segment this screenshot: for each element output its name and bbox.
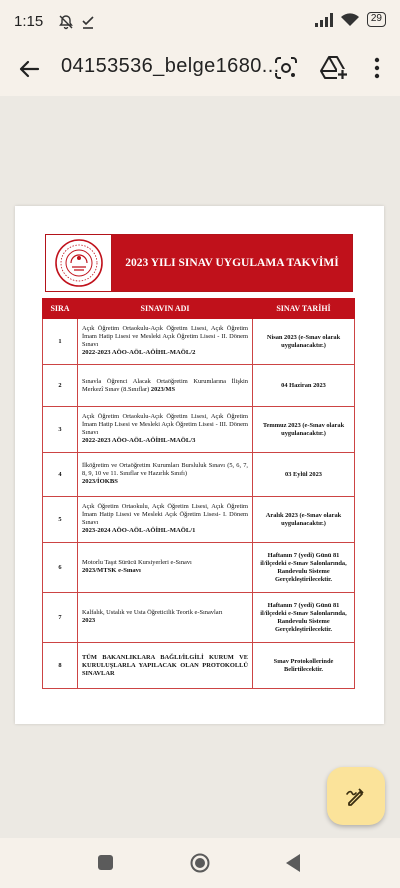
document-title: 04153536_belge1680... [61, 55, 280, 77]
table-row [43, 593, 355, 643]
wifi-icon [341, 13, 359, 27]
row-date: Temmuz 2023 (e-Sınav olarak uygulanacaktır.) [253, 407, 355, 453]
download-done-icon [80, 14, 96, 30]
document-page [15, 206, 384, 724]
row-no: 7 [43, 593, 78, 643]
row-no: 8 [43, 643, 78, 689]
row-name: Motorlu Taşıt Sürücü Kursiyerleri e-Sınavı [82, 559, 192, 567]
row-name: TÜM BAKANLIKLARA BAĞLI/İLGİLİ KURUM VE KURULUŞLARLA YAPILACAK OLAN PROTOKOLLÜ SINAVLAR [82, 653, 248, 677]
status-right-icons [315, 12, 386, 27]
document-banner [45, 234, 353, 292]
row-code: 2022-2023 AÖO-AÖL-AÖİHL-MAÖL/2 [82, 349, 196, 357]
banner-title: 2023 YILI SINAV UYGULAMA TAKVİMİ [112, 235, 352, 291]
row-no: 1 [43, 319, 78, 365]
table-row [43, 365, 355, 407]
row-date: 03 Eylül 2023 [253, 453, 355, 497]
row-name-cell [78, 453, 253, 497]
row-date: Sınav Protokollerinde Belirtilecektir. [253, 643, 355, 689]
back-arrow-icon[interactable] [14, 54, 44, 84]
status-left-icons [58, 14, 96, 30]
row-date: Haftanın 7 (yedi) Günü 81 il/ilçedeki e-Sınav Salonlarında, Randevulu Sisteme Gerçekleştirilecektir. [253, 593, 355, 643]
table-row [43, 497, 355, 543]
google-lens-icon[interactable] [273, 55, 299, 81]
row-code: 2023/İOKBS [82, 478, 118, 486]
row-date: Aralık 2023 (e-Sınav olarak uygulanacaktır.) [253, 497, 355, 543]
row-no: 4 [43, 453, 78, 497]
status-bar [0, 0, 400, 44]
row-name: Kalfalık, Ustalık ve Usta Öğreticilik Teorik e-Sınavları [82, 609, 223, 617]
row-name-cell [78, 407, 253, 453]
table-row [43, 643, 355, 689]
app-bar [0, 44, 400, 94]
row-code: 2023 [82, 617, 96, 625]
bell-off-icon [58, 14, 74, 30]
row-no: 3 [43, 407, 78, 453]
table-row [43, 319, 355, 365]
row-name: İlköğretim ve Ortaöğretim Kurumları Bursluluk Sınavı (5, 6, 7, 8, 9, 10 ve 11. Sınıflar ve Hazırlık Sınıfı) [82, 462, 248, 478]
row-name: Açık Öğretim Ortaokulu-Açık Öğretim Lisesi, Açık Öğretim İmam Hatip Lisesi ve Mesleki Açık Öğretim Lisesi - III. Dönem Sınavı [82, 413, 248, 437]
table-row [43, 543, 355, 593]
row-no: 2 [43, 365, 78, 407]
table-row [43, 407, 355, 453]
row-date: Haftanın 7 (yedi) Günü 81 il/ilçedeki e-Sınav Salonlarında, Randevulu Sisteme Gerçekleştirilecektir. [253, 543, 355, 593]
row-date: 04 Haziran 2023 [253, 365, 355, 407]
row-code: 2023-2024 AÖO-AÖL-AÖİHL-MAÖL/1 [82, 527, 196, 535]
row-date: Nisan 2023 (e-Sınav olarak uygulanacaktır.) [253, 319, 355, 365]
row-name-cell [78, 543, 253, 593]
home-icon[interactable] [190, 853, 210, 873]
row-name-cell [78, 365, 253, 407]
ministry-emblem-icon [53, 237, 105, 289]
row-name: Sınavla Öğrenci Alacak Ortaöğretim Kurumlarına İlişkin Merkezî Sınav (8.Sınıflar) [82, 377, 248, 393]
row-name: Açık Öğretim Ortaokulu-Açık Öğretim Lisesi, Açık Öğretim İmam Hatip Lisesi ve Mesleki Açık Öğretim Lisesi - II. Dönem Sınavı [82, 325, 248, 349]
annotate-fab-button[interactable] [327, 767, 385, 825]
document-viewer[interactable] [0, 96, 400, 838]
battery-indicator: 29 [367, 12, 386, 27]
row-name-cell [78, 643, 253, 689]
drive-add-icon[interactable] [320, 55, 348, 81]
header-no: SIRA [43, 299, 78, 319]
row-no: 5 [43, 497, 78, 543]
row-name-cell [78, 593, 253, 643]
annotate-pen-icon [344, 784, 368, 808]
recents-icon[interactable] [98, 855, 113, 870]
status-time: 1:15 [14, 13, 44, 30]
table-header-row [43, 299, 355, 319]
header-date: SINAV TARİHİ [253, 299, 355, 319]
exam-schedule-table [42, 298, 355, 689]
more-vert-icon[interactable] [368, 55, 386, 81]
system-nav-bar [0, 838, 400, 888]
row-no: 6 [43, 543, 78, 593]
nav-back-icon[interactable] [284, 853, 302, 873]
row-name-cell [78, 497, 253, 543]
signal-icon [315, 13, 333, 27]
ministry-logo [46, 235, 112, 291]
row-code: 2023/MTSK e-Sınavı [82, 567, 141, 575]
table-row [43, 453, 355, 497]
row-name-cell [78, 319, 253, 365]
row-code: 2022-2023 AÖO-AÖL-AÖİHL-MAÖL/3 [82, 437, 196, 445]
row-code: 2023/MS [150, 385, 176, 393]
header-name: SINAVIN ADI [78, 299, 253, 319]
row-name: Açık Öğretim Ortaokulu, Açık Öğretim Lisesi, Açık Öğretim İmam Hatip Lisesi ve Mesleki Açık Öğretim Lisesi- I. Dönem Sınavı [82, 503, 248, 527]
